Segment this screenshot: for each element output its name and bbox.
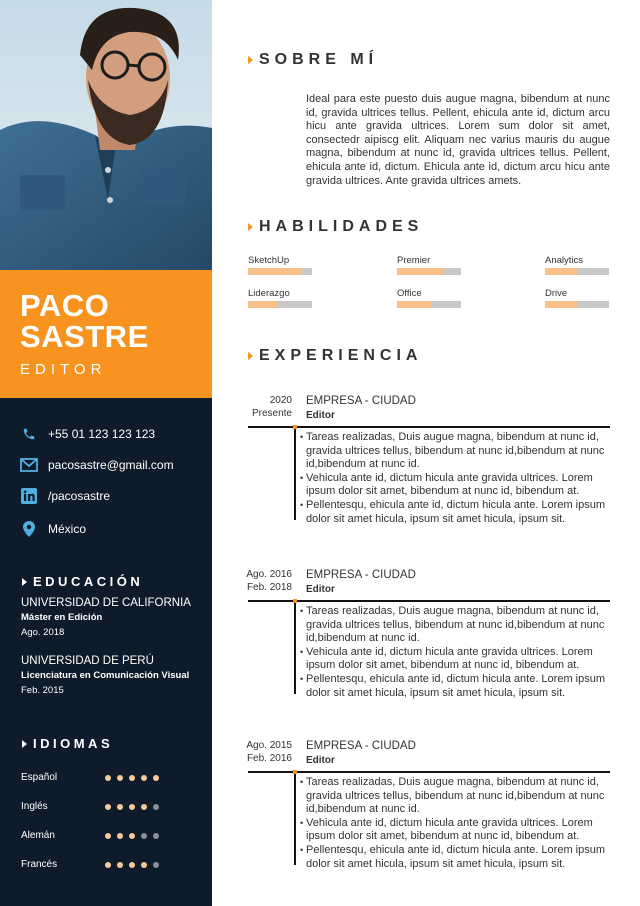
level-dot <box>153 804 159 810</box>
contact-linkedin[interactable] <box>20 486 110 506</box>
skill-name: Premier <box>397 255 431 266</box>
timeline-vline <box>294 773 296 865</box>
education-degree: Máster en Edición <box>21 612 103 623</box>
language-name: Inglés <box>21 801 48 812</box>
profile-photo <box>0 0 212 270</box>
skill-bar-fill <box>397 301 432 308</box>
skill-name: Analytics <box>545 255 584 266</box>
level-dot <box>153 833 159 839</box>
date-to: Feb. 2018 <box>246 581 292 593</box>
level-dot <box>141 862 147 868</box>
level-dot <box>105 833 111 839</box>
skill-bar-fill <box>248 268 302 275</box>
date-from: Ago. 2015 <box>246 740 292 751</box>
contact-email[interactable] <box>20 455 174 475</box>
experience-company: EMPRESA - CIUDAD <box>306 395 416 407</box>
skill-bar <box>545 268 609 275</box>
experience-bullets <box>300 431 610 526</box>
location-icon <box>20 520 38 538</box>
level-dot <box>129 862 135 868</box>
education-item <box>21 655 189 696</box>
experience-company: EMPRESA - CIUDAD <box>306 569 416 581</box>
skill-bar-fill <box>397 268 443 275</box>
skill-bar-fill <box>545 301 577 308</box>
about-heading <box>248 51 378 69</box>
level-dot <box>117 804 123 810</box>
timeline-orange-dot <box>293 599 297 603</box>
language-level <box>105 862 165 868</box>
level-dot <box>153 862 159 868</box>
skill-item <box>397 255 467 275</box>
level-dot <box>105 862 111 868</box>
education-heading <box>22 574 143 589</box>
contact-location[interactable] <box>20 519 86 539</box>
last-name: SASTRE <box>20 319 149 354</box>
skill-item <box>248 255 318 275</box>
experience-dates <box>232 740 292 765</box>
timeline-vline <box>294 428 296 520</box>
skill-item <box>545 288 615 308</box>
level-dot <box>141 833 147 839</box>
skill-bar <box>397 301 461 308</box>
education-title: EDUCACIÓN <box>33 574 144 589</box>
first-name: PACO <box>20 288 110 323</box>
experience-bullet: • Tareas realizadas, Duis augue magna, bibendum at nunc id, gravida ultrices tellus, bibendum at nunc id,bibendum at nunc id,bibendum at nunc id. <box>300 776 610 817</box>
language-level <box>105 775 165 781</box>
language-row <box>21 859 171 873</box>
skill-bar <box>248 268 312 275</box>
experience-bullet: • Tareas realizadas, Duis augue magna, bibendum at nunc id, gravida ultrices tellus, bibendum at nunc id,bibendum at nunc id,bibendum at nunc id. <box>300 431 610 472</box>
experience-heading <box>248 347 422 365</box>
date-to: Feb. 2016 <box>246 752 292 764</box>
level-dot <box>129 833 135 839</box>
education-date: Feb. 2015 <box>21 685 64 696</box>
experience-bullet: • Pellentesqu, ehicula ante id, dictum hicula ante. Lorem ipsum dolor sit amet hicula, ipsum sit amet hicula, ipsum sit. <box>300 844 610 871</box>
education-degree: Licenciatura en Comunicación Visual <box>21 670 190 681</box>
languages-title: IDIOMAS <box>33 736 114 751</box>
skills-heading <box>248 218 423 236</box>
skill-bar-fill <box>248 301 277 308</box>
level-dot <box>141 775 147 781</box>
date-from: Ago. 2016 <box>246 569 292 580</box>
experience-company: EMPRESA - CIUDAD <box>306 740 416 752</box>
language-level <box>105 804 165 810</box>
skill-name: Office <box>397 288 422 299</box>
timeline-orange-dot <box>293 770 297 774</box>
skill-bar <box>248 301 312 308</box>
experience-bullet: • Vehicula ante id, dictum hicula ante gravida ultrices. Lorem ipsum dolor sit amet, bibendum at nunc id, bibendum at. <box>300 472 610 499</box>
skill-item <box>545 255 615 275</box>
skill-item <box>248 288 318 308</box>
education-school: UNIVERSIDAD DE CALIFORNIA <box>21 597 191 609</box>
experience-bullet: • Pellentesqu, ehicula ante id, dictum hicula ante. Lorem ipsum dolor sit amet hicula, ipsum sit amet hicula, ipsum sit. <box>300 673 610 700</box>
language-row <box>21 801 171 815</box>
skill-item <box>397 288 467 308</box>
level-dot <box>129 775 135 781</box>
education-item <box>21 597 191 638</box>
timeline-orange-dot <box>293 425 297 429</box>
experience-bullets <box>300 605 610 700</box>
timeline-hline <box>248 600 610 602</box>
about-title: SOBRE MÍ <box>259 51 379 68</box>
language-name: Alemán <box>21 830 55 841</box>
level-dot <box>105 804 111 810</box>
contact-text: /pacosastre <box>48 489 111 503</box>
language-name: Español <box>21 772 58 783</box>
experience-position: Editor <box>306 410 335 421</box>
experience-bullet: • Vehicula ante id, dictum hicula ante gravida ultrices. Lorem ipsum dolor sit amet, bibendum at nunc id, bibendum at. <box>300 646 610 673</box>
skill-bar <box>397 268 461 275</box>
timeline-hline <box>248 771 610 773</box>
level-dot <box>117 833 123 839</box>
experience-title: EXPERIENCIA <box>259 347 423 364</box>
skill-name: SketchUp <box>248 255 290 266</box>
experience-position: Editor <box>306 584 335 595</box>
about-text: Ideal para este puesto duis augue magna, bibendum at nunc id, gravida ultrices tellus. Pellent, ehicula ante id, dictum arcu hicu ante gravida ultrices. Lorem sum dolor sit amet, consectedr aipiscg elit. Aliquam nec varius mauris du augue magna, bibendum at nunc id, gravida ultrices tellus. Pellent, ehicula ante id, dictum. Ehicula ante id, dictum arcu hicu ante gravida ultrices. Ante gravida ultrices amets. <box>306 93 610 187</box>
level-dot <box>141 804 147 810</box>
linkedin-icon <box>20 487 38 505</box>
date-from: 2020 <box>269 395 292 406</box>
date-to: Presente <box>251 407 292 419</box>
experience-bullet: • Vehicula ante id, dictum hicula ante gravida ultrices. Lorem ipsum dolor sit amet, bibendum at nunc id, bibendum at. <box>300 817 610 844</box>
contact-text: México <box>48 522 87 536</box>
experience-bullet: • Pellentesqu, ehicula ante id, dictum hicula ante. Lorem ipsum dolor sit amet hicula, ipsum sit amet hicula, ipsum sit. <box>300 499 610 526</box>
triangle-bullet-icon <box>248 223 253 231</box>
skills-title: HABILIDADES <box>259 218 424 235</box>
education-school: UNIVERSIDAD DE PERÚ <box>21 655 154 667</box>
language-level <box>105 833 165 839</box>
experience-bullets <box>300 776 610 871</box>
triangle-bullet-icon <box>248 352 253 360</box>
education-date: Ago. 2018 <box>21 627 65 638</box>
language-name: Francés <box>21 859 58 870</box>
language-row <box>21 830 171 844</box>
level-dot <box>129 804 135 810</box>
level-dot <box>153 775 159 781</box>
role-title: EDITOR <box>20 361 107 378</box>
level-dot <box>117 775 123 781</box>
skill-bar-fill <box>545 268 577 275</box>
experience-dates <box>232 569 292 594</box>
triangle-bullet-icon <box>22 578 27 586</box>
skill-name: Liderazgo <box>248 288 290 299</box>
language-row <box>21 772 171 786</box>
contact-phone[interactable] <box>20 424 155 444</box>
timeline-hline <box>248 426 610 428</box>
sidebar <box>0 0 212 906</box>
experience-bullet: • Tareas realizadas, Duis augue magna, bibendum at nunc id, gravida ultrices tellus, bibendum at nunc id,bibendum at nunc id,bibendum at nunc id. <box>300 605 610 646</box>
contact-text: +55 01 123 123 123 <box>48 427 156 441</box>
experience-dates <box>232 395 292 420</box>
triangle-bullet-icon <box>22 740 27 748</box>
skill-bar <box>545 301 609 308</box>
experience-position: Editor <box>306 755 335 766</box>
skill-name: Drive <box>545 288 568 299</box>
name-block <box>0 270 212 398</box>
languages-heading <box>22 736 113 751</box>
level-dot <box>117 862 123 868</box>
phone-icon <box>20 425 38 443</box>
contact-text: pacosastre@gmail.com <box>48 458 174 472</box>
level-dot <box>105 775 111 781</box>
email-icon <box>20 456 38 474</box>
triangle-bullet-icon <box>248 56 253 64</box>
timeline-vline <box>294 602 296 694</box>
